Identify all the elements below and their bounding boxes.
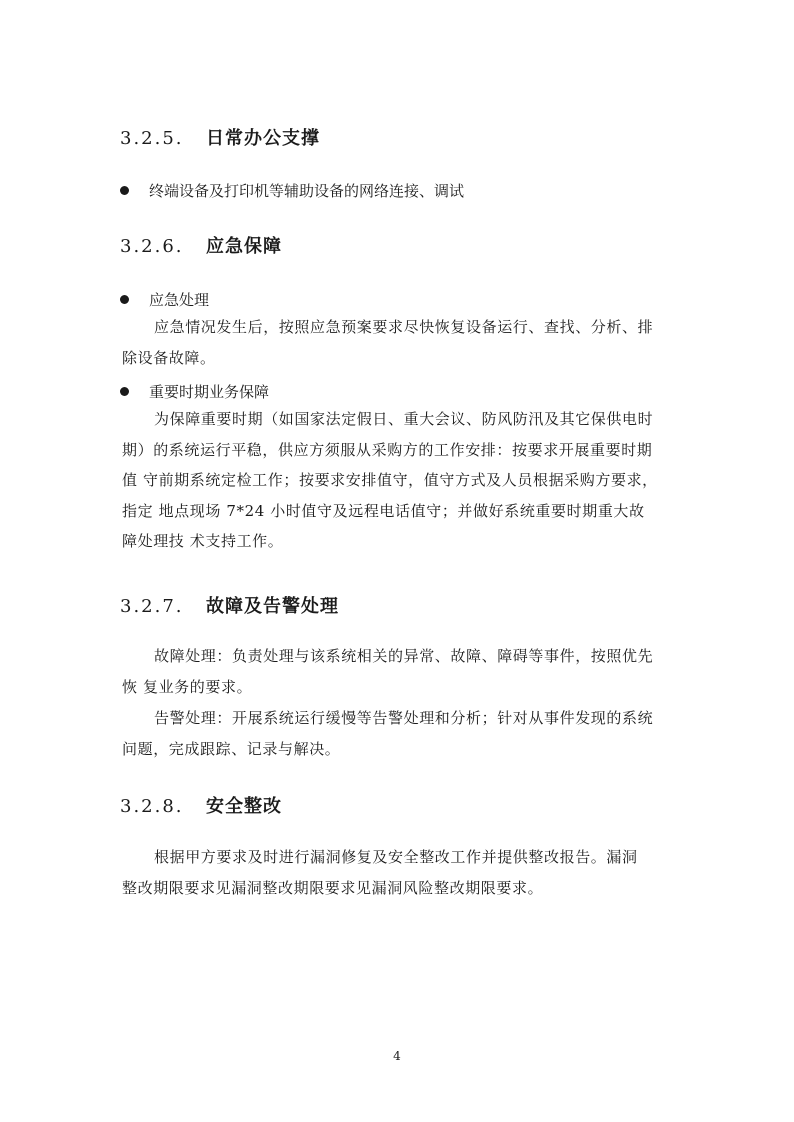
section-heading-3-2-5 (120, 124, 320, 150)
paragraph-line: 指定 地点现场 7*24 小时值守及远程电话值守；并做好系统重要时期重大故 (122, 501, 645, 520)
bullet-item (120, 289, 209, 310)
paragraph-line: 值 守前期系统定检工作；按要求安排值守，值守方式及人员根据采购方要求， (122, 471, 658, 489)
paragraph-line: 告警处理：开展系统运行缓慢等告警处理和分析；针对从事件发现的系统 (154, 709, 654, 727)
paragraph (122, 641, 662, 702)
bullet-dot-icon (120, 387, 129, 396)
paragraph-line: 根据甲方要求及时进行漏洞修复及安全整改工作并提供整改报告。漏洞 (154, 848, 638, 866)
section-title: 安全整改 (206, 796, 282, 817)
section-heading-3-2-6 (120, 232, 282, 258)
section-title: 应急保障 (206, 236, 282, 257)
paragraph-line: 整改期限要求见漏洞整改期限要求见漏洞风险整改期限要求。 (122, 878, 544, 897)
paragraph-line: 恢 复业务的要求。 (122, 677, 253, 696)
paragraph-line: 除设备故障。 (122, 348, 216, 367)
paragraph-line: 应急情况发生后，按照应急预案要求尽快恢复设备运行、查找、分析、排 (154, 318, 654, 336)
paragraph (122, 404, 662, 557)
paragraph-line: 障处理技 术支持工作。 (122, 532, 284, 550)
section-number: 3.2.5. (120, 128, 184, 149)
page-number: 4 (393, 1049, 401, 1063)
bullet-item (120, 381, 269, 402)
paragraph-line: 问题，完成跟踪、记录与解决。 (122, 739, 341, 758)
paragraph-line: 故障处理：负责处理与该系统相关的异常、故障、障碍等事件，按照优先 (154, 647, 654, 665)
section-heading-3-2-8 (120, 792, 282, 818)
bullet-item (120, 180, 464, 201)
bullet-dot-icon (120, 295, 129, 304)
paragraph-line: 期）的系统运行平稳，供应方须服从采购方的工作安排：按要求开展重要时期 (122, 440, 653, 459)
section-title: 日常办公支撑 (206, 128, 320, 149)
paragraph (122, 312, 662, 373)
bullet-text: 终端设备及打印机等辅助设备的网络连接、调试 (149, 182, 465, 200)
section-title: 故障及告警处理 (206, 596, 339, 617)
section-number: 3.2.8. (120, 796, 184, 817)
paragraph-line: 为保障重要时期（如国家法定假日、重大会议、防风防汛及其它保供电时 (154, 410, 654, 428)
section-number: 3.2.6. (120, 236, 184, 257)
section-heading-3-2-7 (120, 592, 339, 618)
bullet-text: 重要时期业务保障 (149, 383, 270, 401)
bullet-text: 应急处理 (149, 291, 210, 309)
bullet-dot-icon (120, 186, 129, 195)
paragraph (122, 842, 662, 903)
section-number: 3.2.7. (120, 596, 184, 617)
paragraph (122, 703, 662, 764)
